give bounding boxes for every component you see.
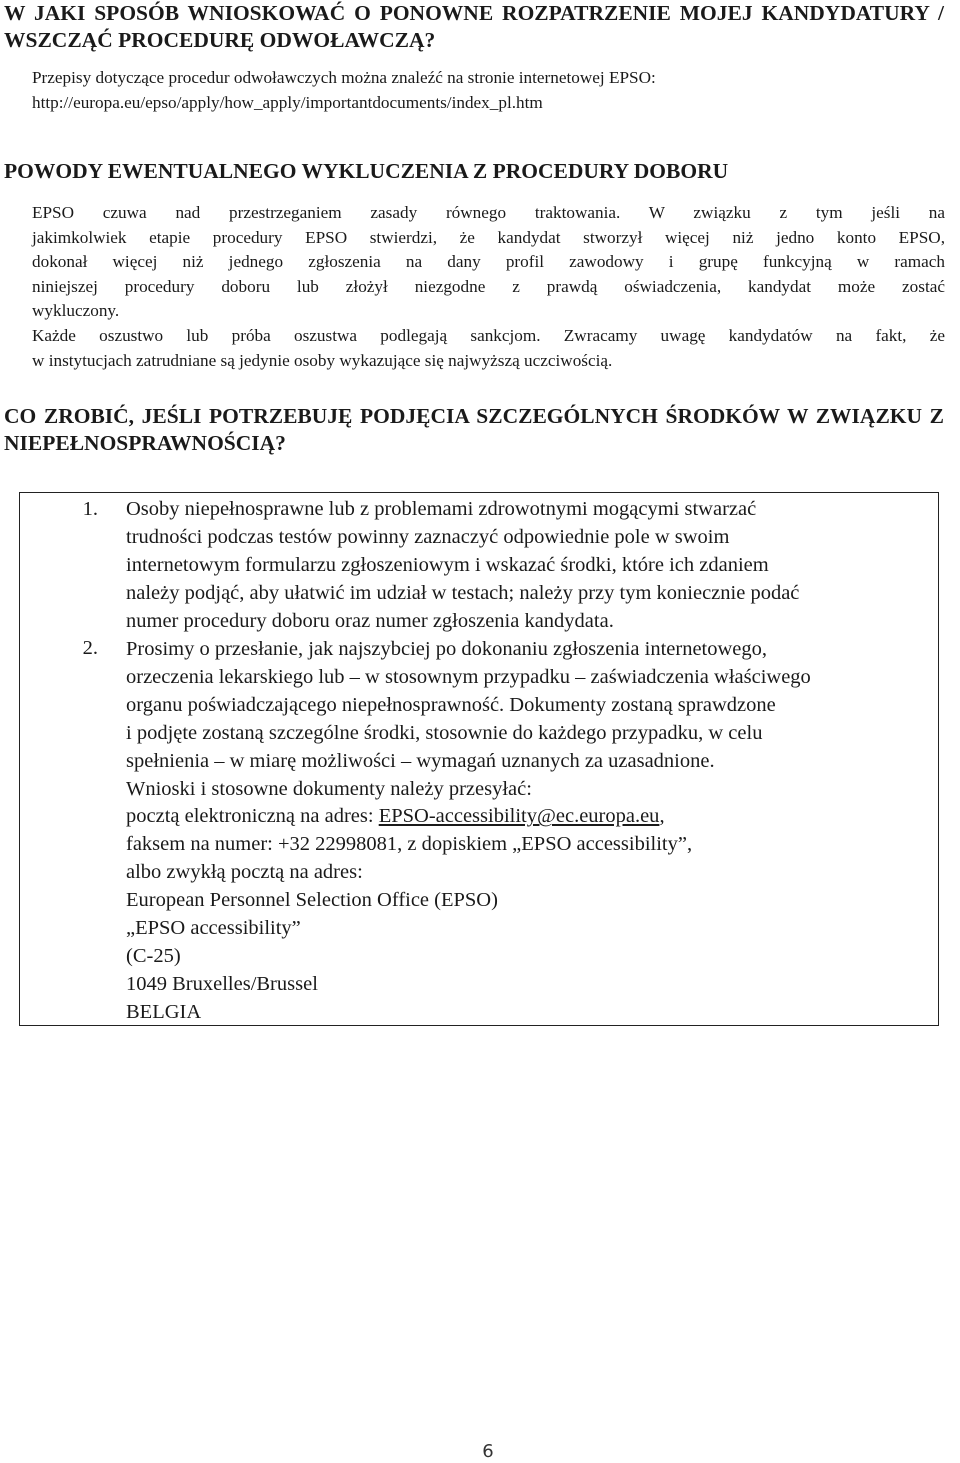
item-line: orzeczenia lekarskiego lub – w stosownym przypadku – zaświadczenia właściwego	[126, 665, 811, 688]
fraud-line: w instytucjach zatrudniane są jedynie osoby wykazujące się najwyższą uczciwością.	[32, 350, 613, 370]
appeal-procedures-link[interactable]: http://europa.eu/epso/apply/how_apply/importantdocuments/index_pl.htm	[32, 92, 543, 112]
page-number: 6	[482, 1441, 494, 1462]
appeal-intro	[32, 66, 945, 115]
exclusion-paragraph	[32, 201, 945, 373]
exclusion-line: dokonał więcej niż jednego zgłoszenia na dany profil zawodowy i grupę funkcyjną w ramach	[32, 252, 945, 272]
exclusion-line: niniejszej procedury doboru lub złożył niezgodne z prawdą oświadczenia, kandydat może zostać	[32, 276, 945, 296]
address-line: „EPSO accessibility”	[126, 917, 301, 940]
address-line: (C-25)	[126, 944, 181, 967]
fraud-line: Każde oszustwo lub próba oszustwa podlegają sankcjom. Zwracamy uwagę kandydatów na fakt, że	[32, 325, 945, 345]
accessibility-email-link[interactable]: EPSO-accessibility@ec.europa.eu	[378, 805, 660, 828]
exclusion-heading: POWODY EWENTUALNEGO WYKLUCZENIA Z PROCEDURY DOBORU	[4, 159, 729, 183]
item-line: organu poświadczającego niepełnosprawność. Dokumenty zostaną sprawdzone	[126, 693, 776, 716]
item-line: i podjęte zostaną szczególne środki, stosownie do każdego przypadku, w celu	[126, 721, 763, 744]
address-line: albo zwykłą pocztą na adres:	[126, 861, 363, 884]
list-item	[126, 636, 936, 1027]
email-prefix: pocztą elektroniczną na adres:	[126, 805, 379, 828]
item-number: 2.	[82, 637, 98, 659]
address-line: BELGIA	[126, 1000, 202, 1023]
item-line: Wnioski i stosowne dokumenty należy przesyłać:	[126, 777, 532, 800]
item-line: Osoby niepełnosprawne lub z problemami zdrowotnymi mogącymi stwarzać	[126, 498, 757, 520]
list-item	[126, 496, 936, 636]
disability-heading: CO ZROBIĆ, JEŚLI POTRZEBUJĘ PODJĘCIA SZCZEGÓLNYCH ŚRODKÓW W ZWIĄZKU Z NIEPEŁNOSPRAWNOŚCIĄ?	[4, 404, 944, 455]
address-line: European Personnel Selection Office (EPSO)	[126, 889, 498, 912]
item-line: trudności podczas testów powinny zaznaczyć odpowiednie pole w swoim	[126, 525, 730, 548]
exclusion-line: jakimkolwiek etapie procedury EPSO stwierdzi, że kandydat stworzył więcej niż jedno konto EPSO,	[32, 227, 945, 247]
item-line: numer procedury doboru oraz numer zgłoszenia kandydata.	[126, 609, 614, 632]
address-line: 1049 Bruxelles/Brussel	[126, 972, 318, 995]
item-line: należy podjąć, aby ułatwić im udział w testach; należy przy tym koniecznie podać	[126, 581, 800, 604]
email-line	[126, 803, 936, 831]
item-line: spełnienia – w miarę możliwości – wymagań uznanych za uzasadnione.	[126, 749, 715, 772]
email-suffix: ,	[659, 805, 665, 828]
item-number: 1.	[82, 498, 98, 520]
item-line: Prosimy o przesłanie, jak najszybciej po dokonaniu zgłoszenia internetowego,	[126, 638, 768, 660]
appeal-heading: W JAKI SPOSÓB WNIOSKOWAĆ O PONOWNE ROZPATRZENIE MOJEJ KANDYDATURY / WSZCZĄĆ PROCEDURĘ ODWOŁAWCZĄ?	[4, 1, 944, 52]
exclusion-line: wykluczony.	[32, 301, 120, 321]
appeal-intro-text: Przepisy dotyczące procedur odwoławczych można znaleźć na stronie internetowej EPSO:	[32, 68, 656, 87]
address-line: faksem na numer: +32 22998081, z dopiskiem „EPSO accessibility”,	[126, 833, 693, 856]
exclusion-line: EPSO czuwa nad przestrzeganiem zasady równego traktowania. W związku z tym jeśli na	[32, 203, 945, 222]
item-line: internetowym formularzu zgłoszeniowym i wskazać środki, które ich zdaniem	[126, 553, 769, 576]
